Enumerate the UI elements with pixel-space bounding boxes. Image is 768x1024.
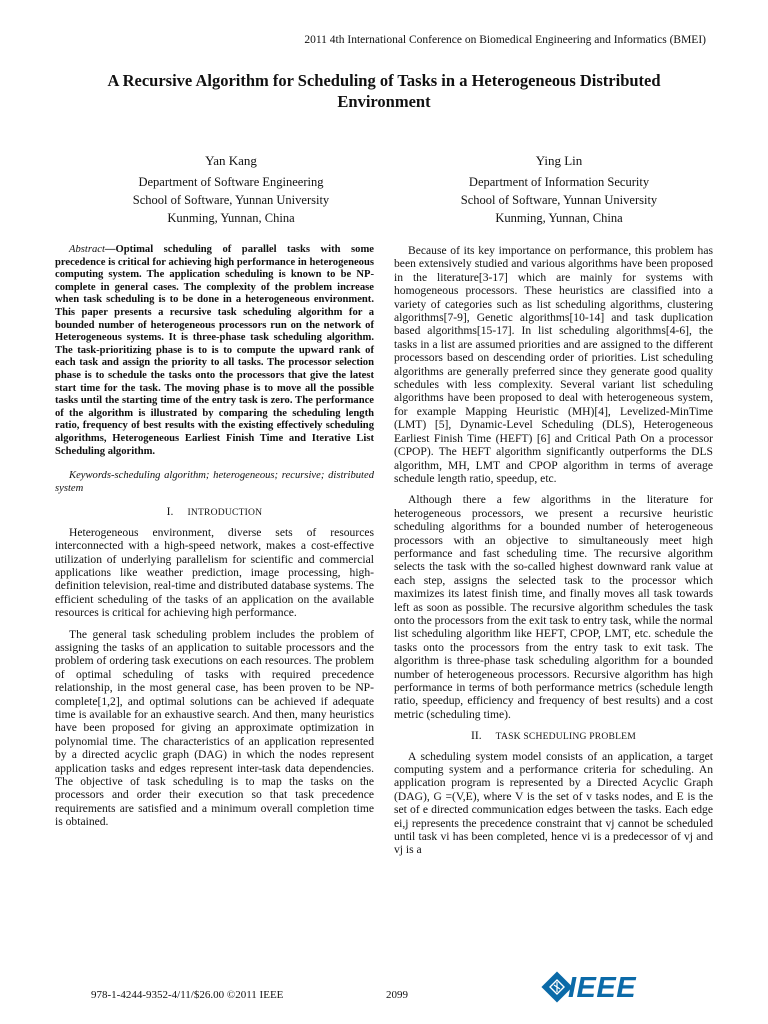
section-heading-introduction (55, 505, 374, 519)
paper-title: A Recursive Algorithm for Scheduling of Tasks in a Heterogeneous Distributed Environment (107, 71, 661, 111)
paragraph: The general task scheduling problem includes the problem of assigning the tasks of an application to suitable processors and the problem of ordering task executions on each resources. The problem of optimal scheduling of tasks with required precedence relationship, in the most general case, has been proven to be NP-complete[1,2], and optimal solutions can be achieved if adequate time is available for an exhaustive search. And then, many heuristics have been proposed for giving an approximate optimization in polynomial time. The characteristics of an application represented by a directed acyclic graph (DAG) in which the nodes represent application tasks and edges represent inter-task data dependencies. The objective of task scheduling is to map the tasks on the processors and order their execution so that task precedence requirements are satisfied and a minimum overall completion time is obtained. (55, 627, 374, 829)
author-block-1 (81, 152, 381, 227)
author-block-2 (409, 152, 709, 227)
ieee-logo-text: IEEE (568, 972, 637, 1004)
footer-isbn: 978-1-4244-9352-4/11/$26.00 ©2011 IEEE (91, 989, 284, 1001)
section-number: II. (471, 729, 482, 743)
abstract (55, 244, 374, 458)
author-name: Ying Lin (535, 153, 583, 168)
author-location: Kunming, Yunnan, China (167, 211, 295, 225)
section-heading-task-scheduling-problem (394, 729, 713, 743)
abstract-text: —Optimal scheduling of parallel tasks with some precedence is critical for achieving high performance in heterogeneous computing system. The application scheduling is known to be NP-complete in general cases. The complexity of the problem increase when task scheduling is to be done in a heterogeneous environment. This paper presents a recursive task scheduling algorithm for a bounded number of heterogeneous processors run on the network of Heterogeneous systems. It is three-phase task scheduling algorithm. The task-prioritizing phase is to is to compute the upward rank of each task and assign the priority to all tasks. The processor selection phase is to schedule the tasks onto the processors that give the latest start time for the task. The moving phase is to move all the possible tasks until the starting time of the entry task is zero. The performance of the algorithm is illustrated by comparing the scheduling length ratio, frequency of best results with the existing effectively scheduling algorithms, Heterogeneous Earliest Finish Time and Iterative List Scheduling algorithm. (55, 244, 374, 457)
abstract-label: Abstract (69, 244, 105, 255)
author-department: Department of Information Security (468, 175, 650, 189)
left-column (55, 244, 374, 837)
paragraph: Because of its key importance on performance, this problem has been extensively studied and various algorithms have been proposed in the literature[3-17] which are mainly for systems with homogeneous processors. These heuristics are classified into a variety of categories such as list scheduling algorithms, clustering algorithms[7-9], Genetic algorithms[10-14] and task duplication based algorithms[15-17]. In list scheduling algorithms[4-6], the tasks in a list are assumed priorities and are assigned to the different processors based on descending order of priorities. List scheduling algorithms are generally preferred since they generate good quality schedules with less complexity. Several variant list scheduling algorithms have been proposed to deal with heterogeneous system, for example Mapping Heuristic (MH)[4], Levelized-MinTime (LMT) [5], Dynamic-Level Scheduling (DLS), Heterogeneous Earliest Finish Time (HEFT) [6] and Critical Path On a processor (CPOP). The HEFT algorithm significantly outperforms the DLS algorithm, MH, LMT and CPOP algorithm in terms of average schedule length ratio, speedup, etc. (394, 244, 713, 485)
section-title: INTRODUCTION (187, 507, 263, 519)
right-column (394, 244, 713, 865)
section-title: TASK SCHEDULING PROBLEM (495, 731, 636, 743)
author-department: Department of Software Engineering (138, 175, 324, 189)
paragraph: Heterogeneous environment, diverse sets of resources interconnected with a high-speed network, makes a cost-effective utilization of underlying parallelism for scientific and commercial applications like weather prediction, image processing, high-definition television, real-time and distributed database systems. The efficient scheduling of the tasks of an application on the available resources is critical for achieving high performance. (55, 525, 374, 620)
author-location: Kunming, Yunnan, China (495, 211, 623, 225)
page-number: 2099 (386, 989, 408, 1001)
conference-header: 2011 4th International Conference on Biomedical Engineering and Informatics (BMEI) (304, 34, 706, 46)
keywords: Keywords-scheduling algorithm; heterogeneous; recursive; distributed system (55, 470, 374, 494)
paragraph: Although there a few algorithms in the literature for heterogeneous processors, we present a recursive heuristic scheduling algorithms for a bounded number of heterogeneous processors with an objective to simultaneously meet high performance and fast scheduling time. The recursive algorithm selects the task with the so-called highest downward rank value at each step, assigns the selected task to the processor which maximizes its latest finish time, and finally moves all task towards left as soon as possible. The recursive algorithm schedules the task onto the processors from the exit task to entry task, while the normal list scheduling algorithm like HEFT, CPOP, LMT, etc. schedule the tasks onto the processors from the entry task to exit task. The algorithm is three-phase task scheduling algorithm for a bounded number of heterogeneous processors. Recursive algorithm has high performance in terms of both performance metrics (schedule length ratio, speedup, efficiency and frequency of best results) and a cost metric (scheduling time). (394, 493, 713, 721)
author-school: School of Software, Yunnan University (460, 193, 658, 207)
author-school: School of Software, Yunnan University (132, 193, 330, 207)
section-number: I. (166, 505, 174, 519)
author-name: Yan Kang (205, 153, 257, 168)
paragraph: A scheduling system model consists of an application, a target computing system and a performance criteria for scheduling. An application program is represented by a Directed Acyclic Graph (DAG), G =(V,E), where V is the set of v tasks nodes, and E is the set of e directed communication edges between the tasks. Each edge ei,j represents the precedence constraint that vj cannot be scheduled until task vi has been completed, hence vi is a predecessor of vj and vj is a (394, 749, 713, 857)
